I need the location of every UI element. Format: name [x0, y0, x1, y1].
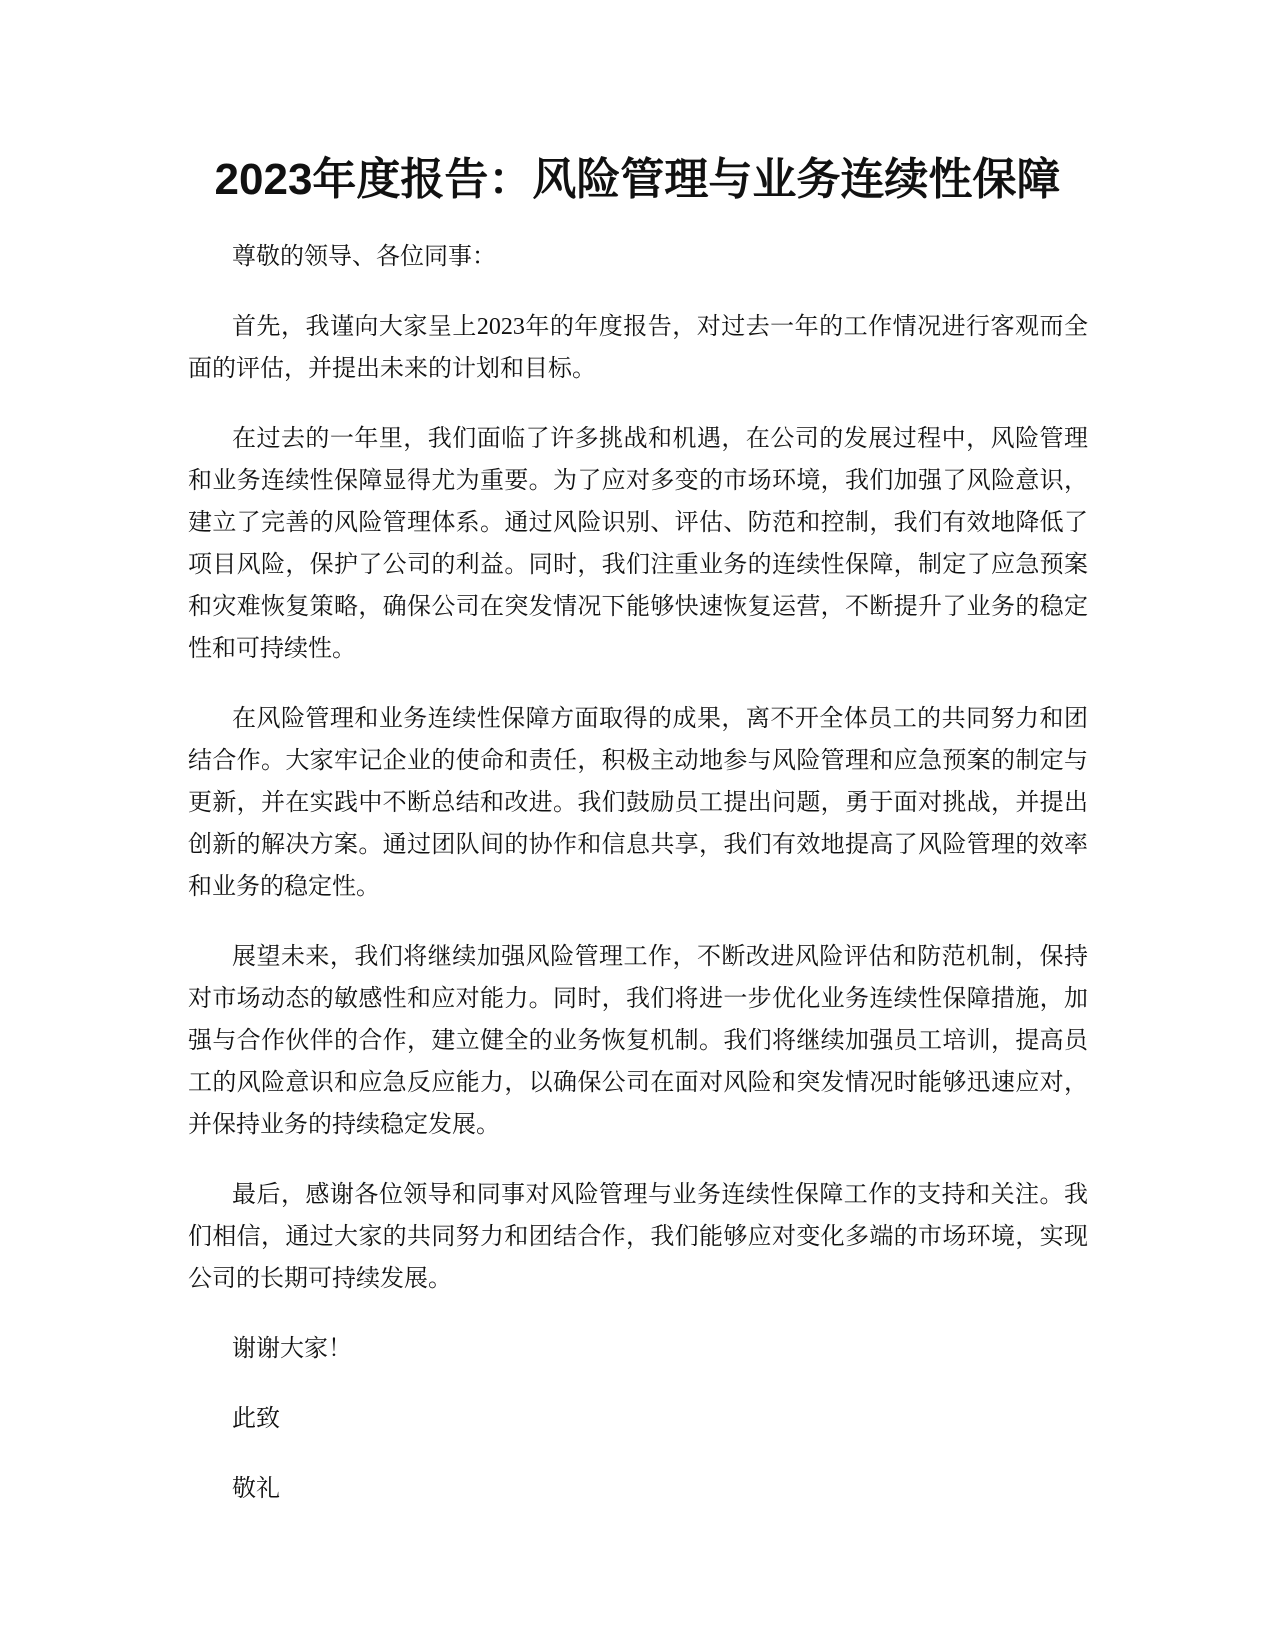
paragraph-past-year: 在过去的一年里，我们面临了许多挑战和机遇，在公司的发展过程中，风险管理和业务连续性保障显得尤为重要。为了应对多变的市场环境，我们加强了风险意识，建立了完善的风险管理体系。通过风险识别、评估、防范和控制，我们有效地降低了项目风险，保护了公司的利益。同时，我们注重业务的连续性保障，制定了应急预案和灾难恢复策略，确保公司在突发情况下能够快速恢复运营，不断提升了业务的稳定性和可持续性。 [188, 426, 1088, 662]
paragraph-outlook: 展望未来，我们将继续加强风险管理工作，不断改进风险评估和防范机制，保持对市场动态的敏感性和应对能力。同时，我们将进一步优化业务连续性保障措施，加强与合作伙伴的合作，建立健全的业务恢复机制。我们将继续加强员工培训，提高员工的风险意识和应急反应能力，以确保公司在面对风险和突发情况时能够迅速应对，并保持业务的持续稳定发展。 [188, 944, 1088, 1138]
document-title: 2023年度报告：风险管理与业务连续性保障 [214, 155, 1061, 204]
paragraph-achievements: 在风险管理和业务连续性保障方面取得的成果，离不开全体员工的共同努力和团结合作。大家牢记企业的使命和责任，积极主动地参与风险管理和应急预案的制定与更新，并在实践中不断总结和改进。我们鼓励员工提出问题，勇于面对挑战，并提出创新的解决方案。通过团队间的协作和信息共享，我们有效地提高了风险管理的效率和业务的稳定性。 [188, 706, 1088, 900]
document-body [188, 236, 1088, 1538]
paragraph-salute: 敬礼 [232, 1476, 280, 1502]
paragraph-thanks: 谢谢大家！ [232, 1336, 352, 1362]
paragraph-introduction: 首先，我谨向大家呈上2023年的年度报告，对过去一年的工作情况进行客观而全面的评估，并提出未来的计划和目标。 [188, 314, 1088, 382]
paragraph-closing: 最后，感谢各位领导和同事对风险管理与业务连续性保障工作的支持和关注。我们相信，通过大家的共同努力和团结合作，我们能够应对变化多端的市场环境，实现公司的长期可持续发展。 [188, 1182, 1088, 1292]
paragraph-salutation: 尊敬的领导、各位同事： [232, 244, 496, 270]
paragraph-regards: 此致 [232, 1406, 280, 1432]
